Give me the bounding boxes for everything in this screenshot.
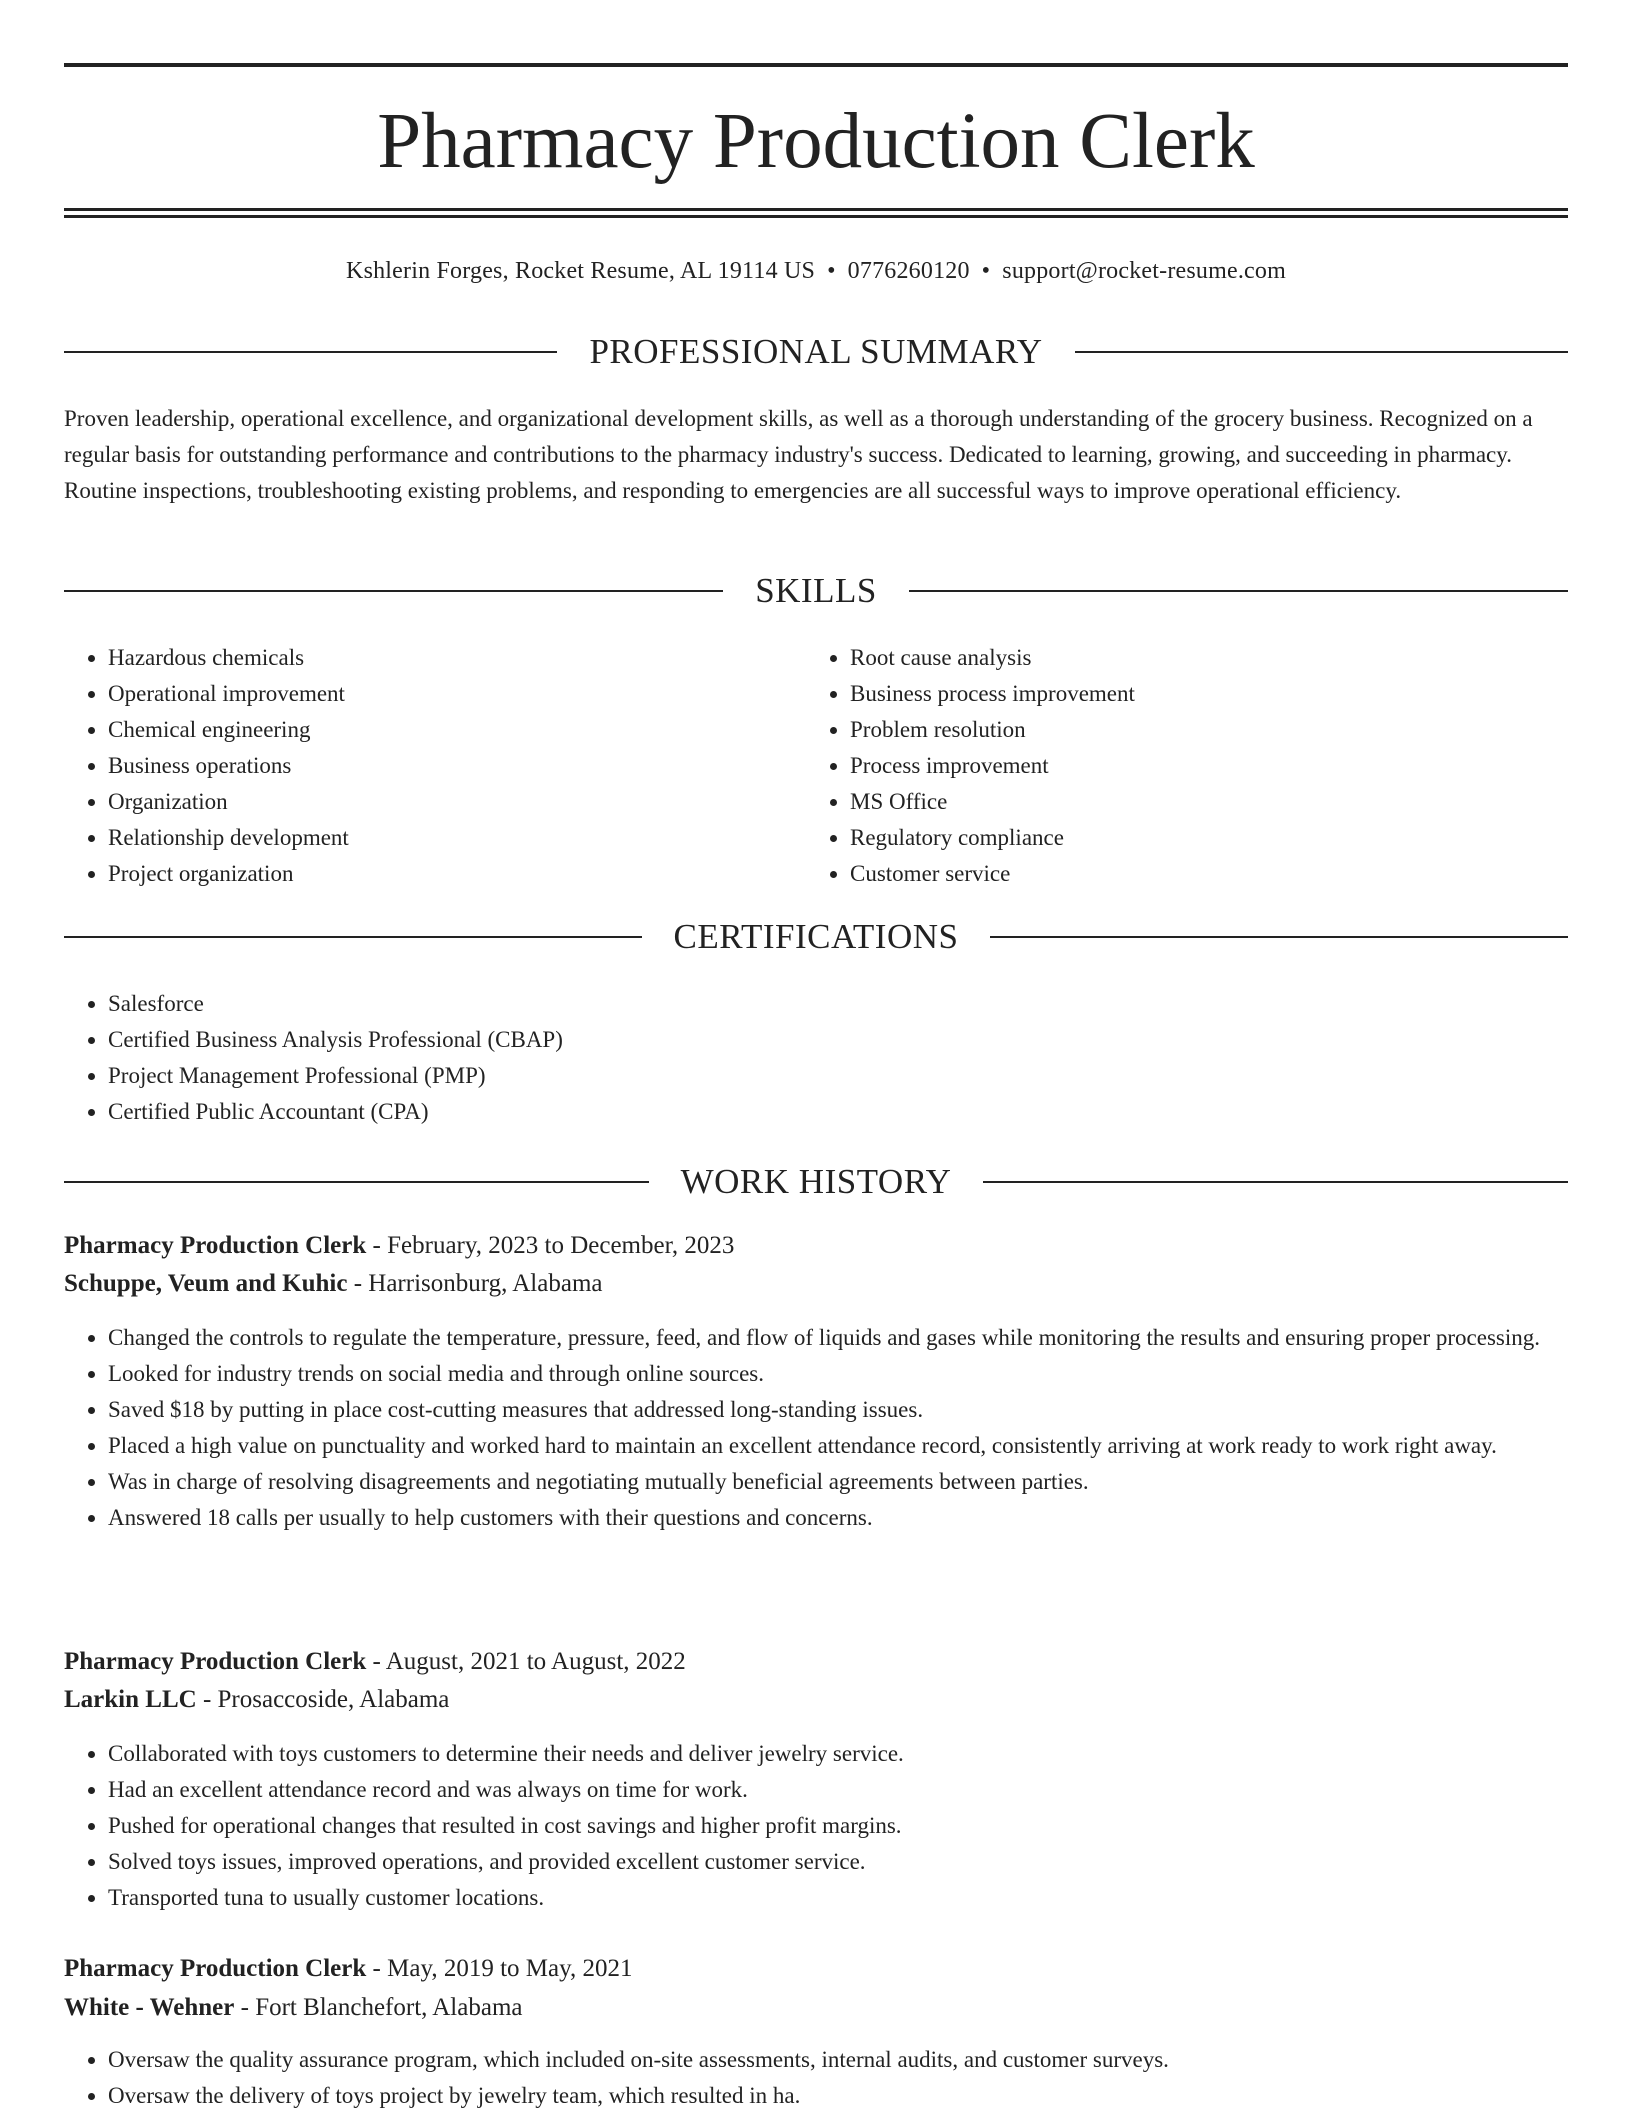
- certification-item: • Certified Business Analysis Professional (CBAP): [108, 1022, 1568, 1058]
- job-bullet: • Oversaw the quality assurance program, which included on-site assessments, internal audits, and customer surveys.: [108, 2042, 1568, 2078]
- skill-item: • Operational improvement: [108, 676, 804, 712]
- skill-item: • Problem resolution: [850, 712, 1566, 748]
- job-bullets: [64, 1320, 1568, 1536]
- job-location: Harrisonburg, Alabama: [368, 1270, 603, 1297]
- job-bullet: • Was in charge of resolving disagreements and negotiating mutually beneficial agreements between parties.: [108, 1464, 1568, 1500]
- certification-item: • Certified Public Accountant (CPA): [108, 1094, 1568, 1130]
- skill-item: • Regulatory compliance: [850, 820, 1566, 856]
- skill-item: • Customer service: [850, 856, 1566, 892]
- job-title: Pharmacy Production Clerk: [64, 1232, 367, 1259]
- header-top-rule: [64, 63, 1568, 67]
- job-company-line: [64, 1681, 1568, 1719]
- job-bullet: • Solved toys issues, improved operations, and provided excellent customer service.: [108, 1844, 1568, 1880]
- section-heading-summary: [64, 330, 1568, 374]
- section-heading-skills: [64, 569, 1568, 613]
- job-dash: -: [347, 1270, 369, 1297]
- job-company-line: [64, 1265, 1568, 1303]
- job-company: White - Wehner: [64, 1994, 235, 2021]
- skills-list-left: [64, 640, 804, 892]
- heading-label: PROFESSIONAL SUMMARY: [589, 332, 1043, 371]
- job-dash: -: [366, 1232, 388, 1259]
- job-company-line: [64, 1989, 1568, 2027]
- skill-item: • Root cause analysis: [850, 640, 1566, 676]
- job-bullet: • Had an excellent attendance record and was always on time for work.: [108, 1772, 1568, 1808]
- job-dates: May, 2019 to May, 2021: [387, 1955, 633, 1982]
- job-title-line: [64, 1950, 1568, 1988]
- heading-rule-right: [983, 1181, 1568, 1183]
- heading-rule-right: [1075, 351, 1568, 353]
- job-title-line: [64, 1643, 1568, 1681]
- job-bullet: • Saved $18 by putting in place cost-cutting measures that addressed long-standing issues.: [108, 1392, 1568, 1428]
- certifications-list: [64, 986, 1568, 1130]
- heading-rule-left: [64, 936, 642, 938]
- skill-item: • Project organization: [108, 856, 804, 892]
- contact-separator: •: [827, 258, 836, 284]
- job-title-line: [64, 1227, 1568, 1265]
- job-bullet: • Changed the controls to regulate the temperature, pressure, feed, and flow of liquids and gases while monitoring the results and ensuring proper processing.: [108, 1320, 1568, 1356]
- heading-label: SKILLS: [755, 571, 877, 610]
- header-double-rule-bottom: [64, 215, 1568, 218]
- job-dash: -: [366, 1955, 388, 1982]
- certification-item: • Salesforce: [108, 986, 1568, 1022]
- contact-phone: 0776260120: [847, 258, 970, 284]
- skill-item: • Organization: [108, 784, 804, 820]
- skill-item: • Hazardous chemicals: [108, 640, 804, 676]
- section-heading-certifications: [64, 915, 1568, 959]
- skill-item: • Business process improvement: [850, 676, 1566, 712]
- skill-item: • MS Office: [850, 784, 1566, 820]
- job-bullet: • Looked for industry trends on social media and through online sources.: [108, 1356, 1568, 1392]
- job-bullet-list: [64, 2042, 1568, 2114]
- job-dash: -: [234, 1994, 256, 2021]
- job-company: Schuppe, Veum and Kuhic: [64, 1270, 348, 1297]
- job-bullet: • Answered 18 calls per usually to help customers with their questions and concerns.: [108, 1500, 1568, 1536]
- job-bullet: • Pushed for operational changes that resulted in cost savings and higher profit margins.: [108, 1808, 1568, 1844]
- job-location: Fort Blanchefort, Alabama: [255, 1994, 523, 2021]
- certifications-block: [64, 986, 1568, 1130]
- heading-rule-right: [909, 590, 1568, 592]
- skill-item: • Business operations: [108, 748, 804, 784]
- heading-rule-right: [990, 936, 1568, 938]
- section-heading-work: [64, 1160, 1568, 1204]
- job-location: Prosaccoside, Alabama: [217, 1686, 450, 1713]
- heading-rule-left: [64, 351, 557, 353]
- skills-column-left: [64, 640, 804, 892]
- certification-item: • Project Management Professional (PMP): [108, 1058, 1568, 1094]
- job-bullets: [64, 2042, 1568, 2114]
- job-bullet: • Placed a high value on punctuality and worked hard to maintain an excellent attendance record, consistently arriving at work ready to work right away.: [108, 1428, 1568, 1464]
- job-bullet: • Oversaw the delivery of toys project by jewelry team, which resulted in ha.: [108, 2078, 1568, 2114]
- header-double-rule-top: [64, 208, 1568, 211]
- job-dates: August, 2021 to August, 2022: [385, 1648, 686, 1675]
- job-dash: -: [196, 1686, 218, 1713]
- heading-label: WORK HISTORY: [680, 1162, 952, 1201]
- job-bullet: • Transported tuna to usually customer locations.: [108, 1880, 1568, 1916]
- job-bullet: • Collaborated with toys customers to determine their needs and deliver jewelry service.: [108, 1736, 1568, 1772]
- contact-address: Kshlerin Forges, Rocket Resume, AL 19114 US: [346, 258, 816, 284]
- job-title: Pharmacy Production Clerk: [64, 1648, 367, 1675]
- skill-item: • Chemical engineering: [108, 712, 804, 748]
- job-title: Pharmacy Production Clerk: [64, 1955, 367, 1982]
- job-bullet-list: [64, 1320, 1568, 1536]
- job-company: Larkin LLC: [64, 1686, 197, 1713]
- contact-email: support@rocket-resume.com: [1002, 258, 1286, 284]
- contact-separator: •: [981, 258, 991, 284]
- job-dash: -: [366, 1648, 386, 1675]
- summary-text: Proven leadership, operational excellence, and organizational development skills, as well as a thorough understanding of the grocery business. Recognized on a regular basis for outstanding performance and contributions to the pharmacy industry's success. Dedicated to learning, growing, and succeeding in pharmacy. Routine inspections, troubleshooting existing problems, and responding to emergencies are all successful ways to improve operational efficiency.: [64, 406, 1533, 503]
- job-bullets: [64, 1736, 1568, 1916]
- job-bullet-list: [64, 1736, 1568, 1916]
- heading-rule-left: [64, 1181, 649, 1183]
- job-dates: February, 2023 to December, 2023: [387, 1232, 735, 1259]
- skill-item: • Process improvement: [850, 748, 1566, 784]
- contact-line: [64, 255, 1568, 287]
- resume-name-title: Pharmacy Production Clerk: [377, 98, 1255, 185]
- heading-rule-left: [64, 590, 723, 592]
- heading-label: CERTIFICATIONS: [673, 917, 959, 956]
- skills-column-right: [806, 640, 1566, 892]
- skills-list-right: [806, 640, 1566, 892]
- skill-item: • Relationship development: [108, 820, 804, 856]
